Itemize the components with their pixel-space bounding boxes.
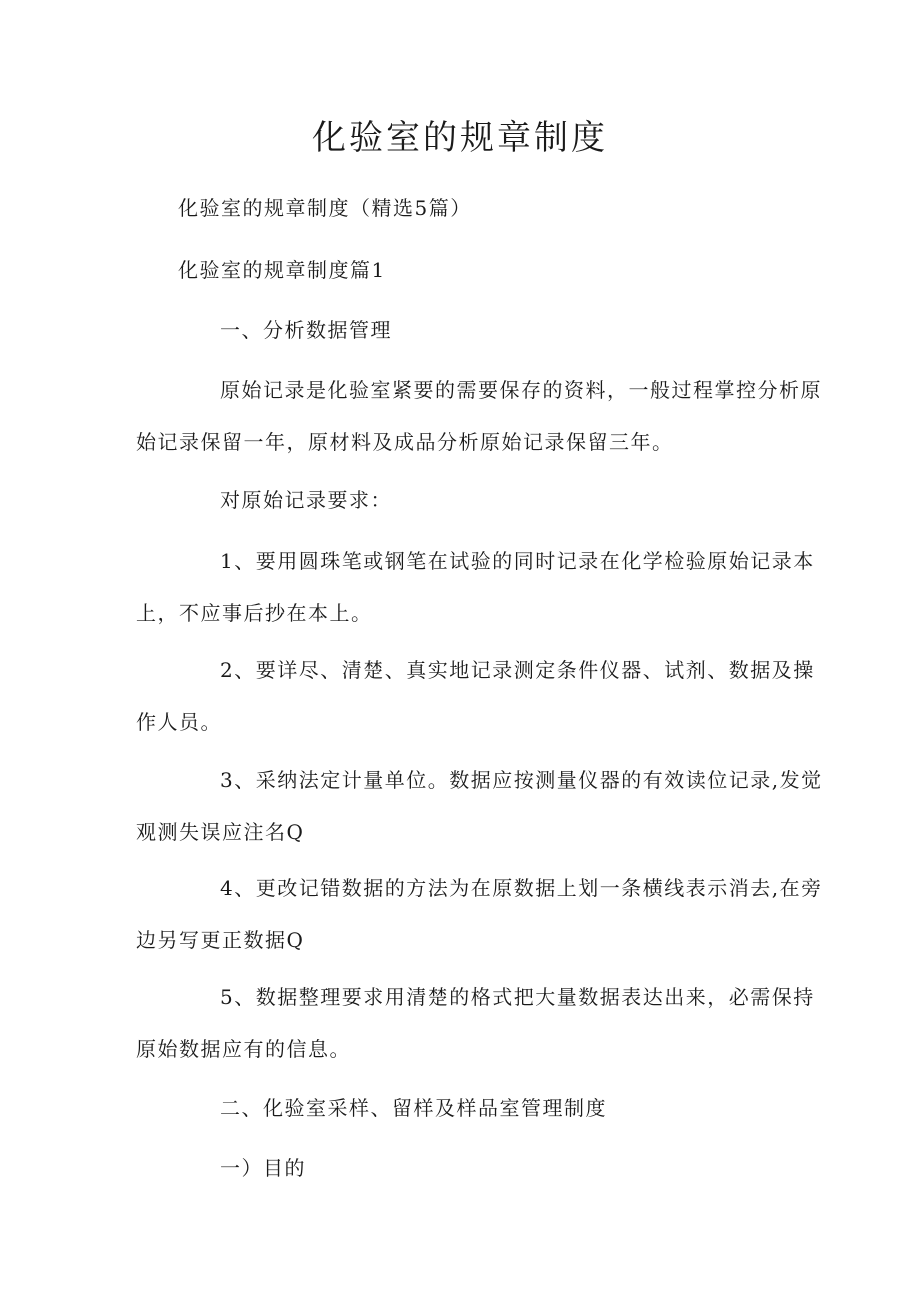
- section-heading-data-management: 一、分析数据管理: [220, 318, 392, 342]
- list-item-line: 4、更改记错数据的方法为在原数据上划一条横线表示消去,在旁: [220, 876, 823, 900]
- document-subtitle: 化验室的规章制度（精选5篇）: [178, 196, 472, 220]
- list-item-line: 2、要详尽、清楚、真实地记录测定条件仪器、试剂、数据及操: [220, 658, 815, 682]
- article-heading: 化验室的规章制度篇1: [178, 258, 386, 282]
- paragraph-line: 始记录保留一年，原材料及成品分析原始记录保留三年。: [136, 430, 674, 454]
- list-item-5: [136, 971, 815, 1075]
- list-item-line: 上，不应事后抄在本上。: [136, 601, 373, 625]
- list-item-1: [136, 535, 815, 639]
- paragraph-line: 原始记录是化验室紧要的需要保存的资料，一般过程掌控分析原: [220, 378, 822, 402]
- section-heading-sampling-management: 二、化验室采样、留样及样品室管理制度: [220, 1096, 607, 1120]
- list-item-line: 3、采纳法定计量单位。数据应按测量仪器的有效读位记录,发觉: [220, 768, 823, 792]
- list-item-line: 作人员。: [136, 710, 222, 734]
- list-item-line: 观测失误应注名Q: [136, 820, 305, 844]
- subsection-heading-purpose: 一）目的: [220, 1156, 306, 1180]
- page-title: 化验室的规章制度: [312, 118, 608, 158]
- list-item-2: [136, 644, 815, 748]
- paragraph-original-records: [136, 364, 822, 468]
- list-item-line: 原始数据应有的信息。: [136, 1037, 351, 1061]
- list-item-line: 边另写更正数据Q: [136, 928, 305, 952]
- list-item-4: [136, 862, 823, 966]
- list-item-line: 5、数据整理要求用清楚的格式把大量数据表达出来，必需保持: [220, 985, 815, 1009]
- list-item-line: 1、要用圆珠笔或钢笔在试验的同时记录在化学检验原始记录本: [220, 549, 815, 573]
- list-item-3: [136, 754, 823, 858]
- paragraph-record-requirements: 对原始记录要求：: [220, 488, 392, 512]
